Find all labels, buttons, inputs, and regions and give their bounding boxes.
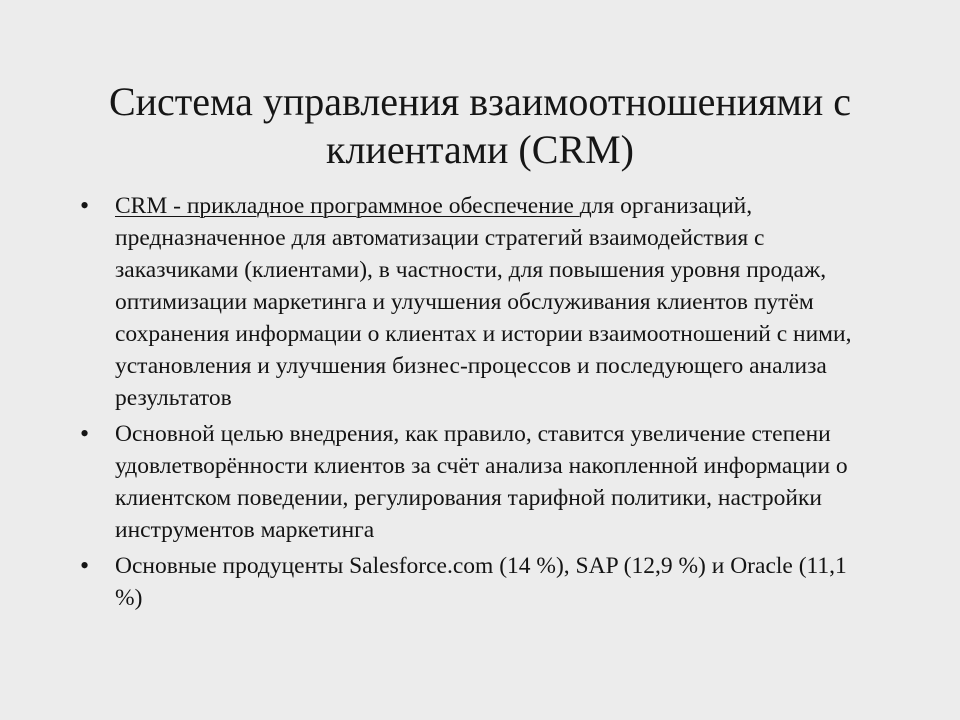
bullet-text: для организаций, предназначенное для автоматизации стратегий взаимодействия с заказчиками (клиентами), в частности, для повышения уровня продаж, оптимизации маркетинга и улучшения обслуживания клиентов путём сохранения информации о клиентах и истории взаимоотношений с ними, установления и улучшения бизнес-процессов и последующего анализа результатов [115, 193, 852, 411]
crm-definition-link[interactable]: CRM - прикладное программное обеспечение [115, 193, 580, 219]
slide-title-line-1: Система управления взаимоотношениями с [108, 79, 852, 124]
bullet-item-main-goal [80, 418, 880, 546]
slide-title-line-2: клиентами (CRM) [326, 127, 634, 172]
bullet-icon: • [80, 551, 90, 580]
bullet-item-vendors [80, 550, 880, 614]
bullet-icon: • [80, 419, 90, 448]
bullet-icon: • [80, 191, 90, 220]
bullet-list [80, 190, 880, 618]
bullet-text: Основной целью внедрения, как правило, ставится увеличение степени удовлетворённости клиентов за счёт анализа накопленной информации о клиентском поведении, регулирования тарифной политики, настройки инструментов маркетинга [115, 421, 848, 543]
bullet-text: Основные продуценты Salesforce.com (14 %), SAP (12,9 %) и Oracle (11,1 %) [115, 553, 847, 611]
bullet-item-crm-definition [80, 190, 880, 414]
slide-title [60, 78, 900, 174]
